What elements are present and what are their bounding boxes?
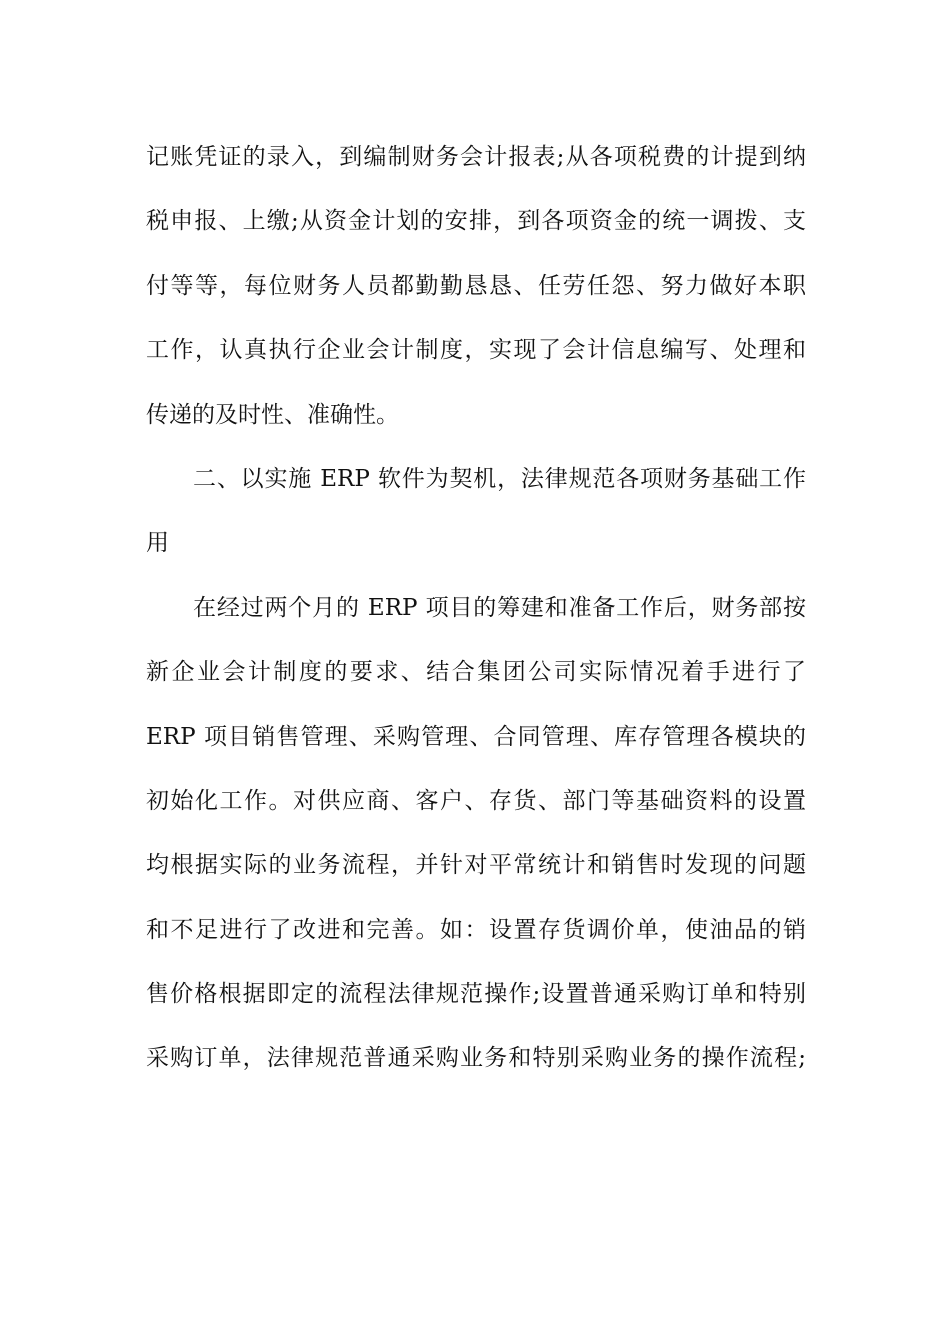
text-line: 均根据实际的业务流程，并针对平常统计和销售时发现的问题 (146, 852, 806, 879)
text-line: 税申报、上缴;从资金计划的安排，到各项资金的统一调拨、支 (146, 208, 806, 235)
section-heading (146, 447, 806, 576)
text-line: 初始化工作。对供应商、客户、存货、部门等基础资料的设置 (146, 787, 806, 814)
paragraph-erp (146, 576, 806, 1091)
paragraph-continued (146, 125, 806, 447)
text-line: ERP 项目销售管理、采购管理、合同管理、库存管理各模块的 (146, 723, 806, 750)
heading-line: 用 (146, 530, 169, 557)
text-line: 和不足进行了改进和完善。如：设置存货调价单，使油品的销 (146, 916, 806, 943)
text-line: 采购订单，法律规范普通采购业务和特别采购业务的操作流程; (146, 1045, 806, 1072)
text-line: 在经过两个月的 ERP 项目的筹建和准备工作后，财务部按 (193, 594, 806, 621)
text-line: 售价格根据即定的流程法律规范操作;设置普通采购订单和特别 (146, 981, 806, 1008)
text-line: 新企业会计制度的要求、结合集团公司实际情况着手进行了 (146, 659, 806, 686)
text-line: 付等等，每位财务人员都勤勤恳恳、任劳任怨、努力做好本职 (146, 272, 806, 299)
text-line: 记账凭证的录入，到编制财务会计报表;从各项税费的计提到纳 (146, 144, 806, 170)
text-line: 传递的及时性、准确性。 (146, 401, 399, 428)
text-line: 工作，认真执行企业会计制度，实现了会计信息编写、处理和 (146, 337, 806, 364)
heading-line: 二、以实施 ERP 软件为契机，法律规范各项财务基础工作 (193, 465, 806, 492)
document-body (146, 125, 806, 1091)
